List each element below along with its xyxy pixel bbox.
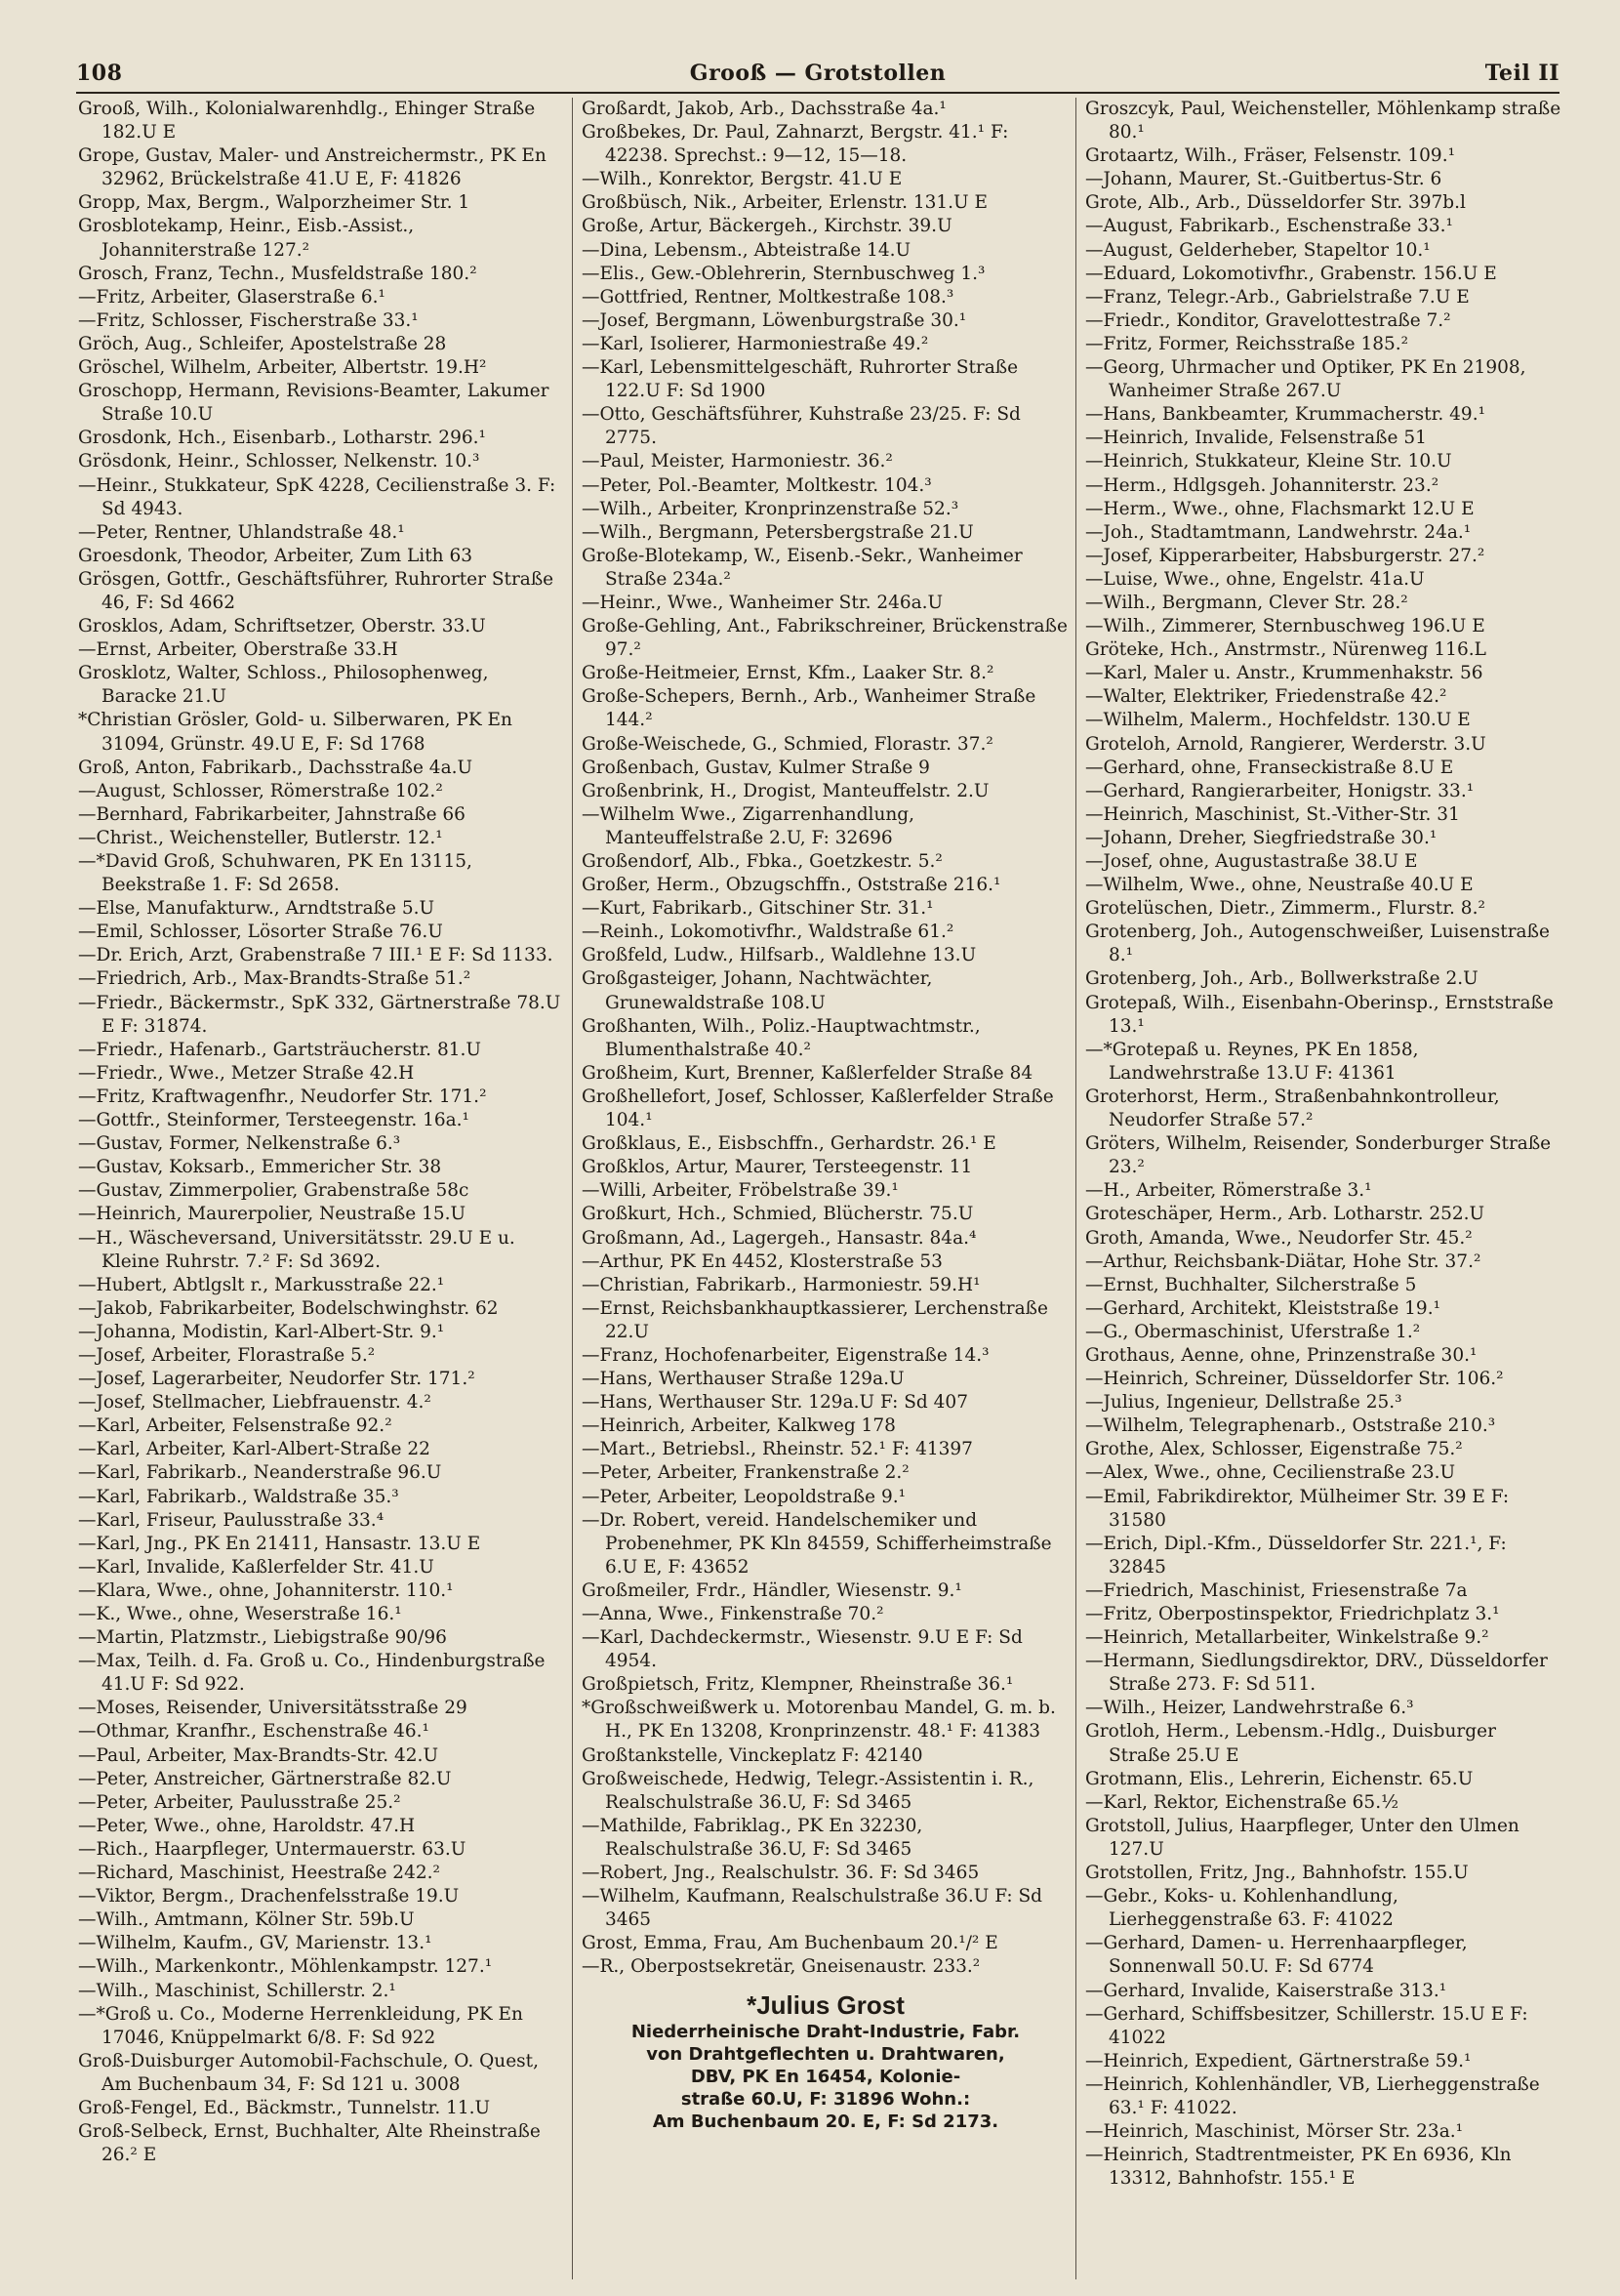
directory-entry: —Karl, Dachdeckermstr., Wiesenstr. 9.U E F: Sd 4954. (582, 1627, 1023, 1672)
directory-entry: —Josef, Kipperarbeiter, Habsburgerstr. 27.² (1085, 545, 1485, 566)
directory-entry: —Karl, Friseur, Paulusstraße 33.⁴ (78, 1509, 385, 1531)
directory-entry: —Dina, Lebensm., Abteistraße 14.U (582, 239, 911, 261)
directory-entry: Grotenberg, Joh., Arb., Bollwerkstraße 2.U (1085, 968, 1478, 990)
column-3 (1085, 98, 1563, 2284)
directory-entry: —Karl, Fabrikarb., Neanderstraße 96.U (78, 1462, 442, 1484)
directory-entry: —H., Arbeiter, Römerstraße 3.¹ (1085, 1180, 1372, 1202)
directory-entry: —Mart., Betriebsl., Rheinstr. 52.¹ F: 41397 (582, 1439, 973, 1460)
directory-entry: Gropp, Max, Bergm., Walporzheimer Str. 1 (78, 192, 470, 214)
directory-entry: —Moses, Reisender, Universitätsstraße 29 (78, 1698, 467, 1719)
directory-entry: —Ernst, Reichsbankhauptkassierer, Lerchenstraße 22.U (582, 1297, 1048, 1342)
directory-entry: —Gerhard, ohne, Franseckistraße 8.U E (1085, 757, 1454, 778)
directory-entry: Großheim, Kurt, Brenner, Kaßlerfelder Straße 84 (582, 1062, 1033, 1084)
directory-entry: Grosblotekamp, Heinr., Eisb.-Assist., Johanniterstraße 127.² (78, 216, 415, 261)
directory-entry: —Gerhard, Damen- u. Herrenhaarpfleger, Sonnenwall 50.U. F: Sd 6774 (1085, 1933, 1468, 1978)
directory-entry: Großenbrink, H., Drogist, Manteuffelstr. 2.U (582, 780, 990, 801)
directory-entry: —Wilh., Maschinist, Schillerstr. 2.¹ (78, 1980, 396, 2001)
directory-entry: Großfeld, Ludw., Hilfsarb., Waldlehne 13.U (582, 945, 977, 966)
directory-entry: Grosklos, Adam, Schriftsetzer, Oberstr. 33.U (78, 616, 486, 637)
advertisement-julius-grost (582, 1989, 1070, 2133)
directory-entry: Großhanten, Wilh., Poliz.-Hauptwachtmstr., Blumenthalstraße 40.² (582, 1015, 981, 1060)
directory-entry: Großkurt, Hch., Schmied, Blücherstr. 75.U (582, 1204, 974, 1225)
directory-entry: —Karl, Rektor, Eichenstraße 65.½ (1085, 1791, 1399, 1813)
directory-entry: —Elis., Gew.-Oblehrerin, Sternbuschweg 1.³ (582, 263, 986, 284)
directory-entry: —Friedr., Wwe., Metzer Straße 42.H (78, 1062, 415, 1084)
directory-entry: Grote, Alb., Arb., Düsseldorfer Str. 397b.l (1085, 192, 1466, 214)
directory-entry: —Gottfried, Rentner, Moltkestraße 108.³ (582, 286, 954, 308)
ad-line: von Drahtgeflechten u. Drahtwaren, (646, 2043, 1005, 2065)
directory-entry: Groesdonk, Theodor, Arbeiter, Zum Lith 63 (78, 545, 472, 566)
header-rule (76, 92, 1559, 94)
directory-entry: *Christian Grösler, Gold- u. Silberwaren, PK En 31094, Grünstr. 49.U E, F: Sd 1768 (78, 710, 512, 755)
directory-entry: —Wilhelm, Telegraphenarb., Oststraße 210.³ (1085, 1415, 1496, 1437)
directory-entry: Grotepaß, Wilh., Eisenbahn-Oberinsp., Ernststraße 13.¹ (1085, 992, 1554, 1037)
directory-entry: —Karl, Fabrikarb., Waldstraße 35.³ (78, 1486, 399, 1507)
directory-entry: —Gottfr., Steinformer, Tersteegenstr. 16a.¹ (78, 1110, 469, 1131)
directory-entry: —Hermann, Siedlungsdirektor, DRV., Düsseldorfer Straße 273. F: Sd 511. (1085, 1651, 1548, 1696)
directory-entry: —Kurt, Fabrikarb., Gitschiner Str. 31.¹ (582, 898, 934, 920)
directory-entry: Großardt, Jakob, Arb., Dachsstraße 4a.¹ (582, 99, 947, 119)
directory-entry: Grotmann, Elis., Lehrerin, Eichenstr. 65.U (1085, 1768, 1474, 1789)
directory-entry: —Heinrich, Schreiner, Düsseldorfer Str. 106.² (1085, 1369, 1504, 1390)
directory-entry: —Jakob, Fabrikarbeiter, Bodelschwinghstr. 62 (78, 1297, 499, 1319)
directory-entry: Grotelüschen, Dietr., Zimmerm., Flurstr. 8.² (1085, 898, 1485, 920)
directory-entry: —Wilhelm, Kaufmann, Realschulstraße 36.U F: Sd 3465 (582, 1886, 1042, 1931)
directory-entry: —R., Oberpostsekretär, Gneisenaustr. 233.² (582, 1956, 981, 1978)
directory-entry: Groteloh, Arnold, Rangierer, Werderstr. 3.U (1085, 733, 1486, 755)
column-divider (1075, 98, 1076, 2279)
directory-entry: —Wilh., Arbeiter, Kronprinzenstraße 52.³ (582, 498, 959, 519)
directory-entry: —Richard, Maschinist, Heestraße 242.² (78, 1863, 440, 1884)
directory-entry: Großhellefort, Josef, Schlosser, Kaßlerfelder Straße 104.¹ (582, 1086, 1054, 1131)
directory-entry: Großgasteiger, Johann, Nachtwächter, Grunewaldstraße 108.U (582, 968, 933, 1013)
directory-entry: Große-Schepers, Bernh., Arb., Wanheimer Straße 144.² (582, 686, 1036, 731)
directory-entry: —Wilhelm Wwe., Zigarrenhandlung, Manteuffelstraße 2.U, F: 32696 (582, 803, 915, 848)
directory-entry: —Heinrich, Arbeiter, Kalkweg 178 (582, 1415, 896, 1437)
directory-entry: Grosdonk, Hch., Eisenbarb., Lotharstr. 296.¹ (78, 428, 486, 449)
directory-entry: Großmann, Ad., Lagergeh., Hansastr. 84a.⁴ (582, 1227, 977, 1249)
directory-entry: Großer, Herm., Obzugschffn., Oststraße 216.¹ (582, 875, 1001, 896)
directory-entry: —Karl, Arbeiter, Felsenstraße 92.² (78, 1415, 392, 1437)
ad-line: Niederrheinische Draht-Industrie, Fabr. (630, 2021, 1021, 2042)
directory-entry: —Emil, Fabrikdirektor, Mülheimer Str. 39 E F: 31580 (1085, 1486, 1510, 1531)
part-label: Teil II (1484, 61, 1559, 86)
directory-entry: —Gustav, Former, Nelkenstraße 6.³ (78, 1133, 401, 1155)
directory-entry: —Fritz, Former, Reichsstraße 185.² (1085, 333, 1409, 354)
directory-entry: Großklaus, E., Eisbschffn., Gerhardstr. 26.¹ E (582, 1133, 996, 1155)
directory-entry: —Heinrich, Metallarbeiter, Winkelstraße 9.² (1085, 1627, 1489, 1649)
directory-entry: Grotstollen, Fritz, Jng., Bahnhofstr. 155.U (1085, 1863, 1469, 1884)
directory-entry: —Friedr., Bäckermstr., SpK 332, Gärtnerstraße 78.U E F: 31874. (78, 992, 561, 1037)
directory-entry: —Dr. Erich, Arzt, Grabenstraße 7 III.¹ E F: Sd 1133. (78, 945, 553, 966)
page-title: Grooß — Grotstollen (689, 61, 947, 86)
directory-entry: —August, Schlosser, Römerstraße 102.² (78, 780, 443, 801)
directory-entry: —Josef, Lagerarbeiter, Neudorfer Str. 171.² (78, 1369, 475, 1390)
directory-entry: —Johanna, Modistin, Karl-Albert-Str. 9.¹ (78, 1321, 445, 1342)
directory-entry: Grosklotz, Walter, Schloss., Philosophenweg, Baracke 21.U (78, 663, 489, 708)
directory-entry: Groß-Selbeck, Ernst, Buchhalter, Alte Rheinstraße 26.² E (78, 2121, 541, 2166)
directory-entry: Große-Weischede, G., Schmied, Florastr. 37.² (582, 733, 993, 755)
directory-entry: —Friedr., Hafenarb., Gartsträucherstr. 81.U (78, 1039, 481, 1060)
directory-entry: Großklos, Artur, Maurer, Tersteegenstr. 11 (582, 1157, 973, 1178)
column-divider (572, 98, 573, 2279)
ad-line: DBV, PK En 16454, Kolonie- (690, 2066, 961, 2087)
directory-entry: Groß-Fengel, Ed., Bäckmstr., Tunnelstr. 11.U (78, 2097, 491, 2118)
directory-entry: —Heinrich, Maschinist, St.-Vither-Str. 31 (1085, 803, 1460, 825)
directory-entry: —Friedrich, Maschinist, Friesenstraße 7a (1085, 1579, 1468, 1601)
directory-entry: —Wilh., Heizer, Landwehrstraße 6.³ (1085, 1698, 1414, 1719)
directory-entry: —Gerhard, Invalide, Kaiserstraße 313.¹ (1085, 1980, 1447, 2001)
directory-entry: Groß, Anton, Fabrikarb., Dachsstraße 4a.U (78, 757, 473, 778)
directory-entry: Groth, Amanda, Wwe., Neudorfer Str. 45.² (1085, 1227, 1473, 1249)
directory-entry: Großweischede, Hedwig, Telegr.-Assistentin i. R., Realschulstraße 36.U, F: Sd 3465 (582, 1768, 1034, 1813)
directory-entry: —Luise, Wwe., ohne, Engelstr. 41a.U (1085, 568, 1425, 590)
directory-entry: —Fritz, Oberpostinspektor, Friedrichplatz 3.¹ (1085, 1604, 1500, 1624)
directory-entry: —Heinrich, Kohlenhändler, VB, Lierheggenstraße 63.¹ F: 41022. (1085, 2073, 1540, 2118)
directory-entry: —Hans, Werthauser Straße 129a.U (582, 1369, 905, 1390)
column-2-entries (582, 98, 1070, 1980)
directory-entry: Grope, Gustav, Maler- und Anstreichermstr., PK En 32962, Brückelstraße 41.U E, F: 41826 (78, 145, 547, 190)
column-2 (582, 98, 1070, 2284)
directory-entry: Gröteke, Hch., Anstrmstr., Nürenweg 116.L (1085, 639, 1486, 661)
directory-entry: —Franz, Hochofenarbeiter, Eigenstraße 14.³ (582, 1344, 990, 1366)
directory-entry: —H., Wäscheversand, Universitätsstr. 29.U E u. Kleine Ruhrstr. 7.² F: Sd 3692. (78, 1227, 515, 1272)
directory-entry: —Emil, Schlosser, Lösorter Straße 76.U (78, 922, 443, 943)
directory-entry: —Eduard, Lokomotivfhr., Grabenstr. 156.U E (1085, 263, 1497, 284)
directory-entry: —Othmar, Kranfhr., Eschenstraße 46.¹ (78, 1721, 429, 1742)
directory-entry: —Christ., Weichensteller, Butlerstr. 12.¹ (78, 827, 443, 848)
directory-entry: —Reinh., Lokomotivfhr., Waldstraße 61.² (582, 922, 954, 943)
directory-entry: —Wilh., Konrektor, Bergstr. 41.U E (582, 169, 903, 190)
directory-entry: —Georg, Uhrmacher und Optiker, PK En 21908, Wanheimer Straße 267.U (1085, 357, 1526, 402)
directory-entry: —Dr. Robert, vereid. Handelschemiker und Probenehmer, PK Kln 84559, Schifferheimstraße 6.U E, F: 43652 (582, 1509, 1052, 1578)
directory-entry: —Wilhelm, Kaufm., GV, Marienstr. 13.¹ (78, 1933, 432, 1954)
directory-entry: —Josef, Stellmacher, Liebfrauenstr. 4.² (78, 1392, 431, 1414)
directory-entry: Grooß, Wilh., Kolonialwarenhdlg., Ehinger Straße 182.U E (78, 99, 536, 144)
directory-entry: —Anna, Wwe., Finkenstraße 70.² (582, 1604, 884, 1624)
directory-entry: Gröschel, Wilhelm, Arbeiter, Albertstr. 19.H² (78, 357, 487, 379)
directory-entry: —Peter, Rentner, Uhlandstraße 48.¹ (78, 521, 405, 543)
directory-entry: —*Groß u. Co., Moderne Herrenkleidung, PK En 17046, Knüppelmarkt 6/8. F: Sd 922 (78, 2003, 523, 2048)
directory-entry: —Heinrich, Stukkateur, Kleine Str. 10.U (1085, 451, 1452, 472)
directory-entry: —Peter, Arbeiter, Paulusstraße 25.² (78, 1791, 401, 1813)
directory-entry: —Fritz, Kraftwagenfhr., Neudorfer Str. 171.² (78, 1086, 487, 1107)
directory-entry: Groszcyk, Paul, Weichensteller, Möhlenkamp straße 80.¹ (1085, 99, 1561, 144)
directory-entry: —Josef, ohne, Augustastraße 38.U E (1085, 851, 1418, 872)
directory-entry: —Viktor, Bergm., Drachenfelsstraße 19.U (78, 1886, 460, 1907)
directory-entry: Grost, Emma, Frau, Am Buchenbaum 20.¹/² E (582, 1933, 998, 1954)
directory-entry: —*David Groß, Schuhwaren, PK En 13115, Beekstraße 1. F: Sd 2658. (78, 851, 472, 896)
directory-entry: —Martin, Platzmstr., Liebigstraße 90/96 (78, 1627, 447, 1649)
directory-entry: —Peter, Arbeiter, Leopoldstraße 9.¹ (582, 1486, 907, 1507)
directory-entry: Großenbach, Gustav, Kulmer Straße 9 (582, 757, 930, 778)
directory-entry: —Gerhard, Rangierarbeiter, Honigstr. 33.¹ (1085, 780, 1475, 801)
directory-entry: —Bernhard, Fabrikarbeiter, Jahnstraße 66 (78, 803, 466, 825)
directory-entry: —Wilhelm, Malerm., Hochfeldstr. 130.U E (1085, 710, 1471, 731)
directory-entry: —G., Obermaschinist, Uferstraße 1.² (1085, 1321, 1421, 1342)
directory-entry: —Fritz, Schlosser, Fischerstraße 33.¹ (78, 309, 419, 331)
ad-line: Am Buchenbaum 20. E, F: Sd 2173. (652, 2111, 999, 2132)
directory-entry: —Josef, Bergmann, Löwenburgstraße 30.¹ (582, 309, 967, 331)
directory-entry: —Willi, Arbeiter, Fröbelstraße 39.¹ (582, 1180, 899, 1202)
ad-line: straße 60.U, F: 31896 Wohn.: (680, 2088, 971, 2110)
directory-entry: Gröters, Wilhelm, Reisender, Sonderburger Straße 23.² (1085, 1133, 1552, 1178)
directory-entry: —Peter, Wwe., ohne, Haroldstr. 47.H (78, 1815, 416, 1836)
directory-entry: Grotstoll, Julius, Haarpfleger, Unter den Ulmen 127.U (1085, 1815, 1519, 1860)
directory-entry: —Peter, Arbeiter, Frankenstraße 2.² (582, 1462, 910, 1484)
directory-entry: —Gustav, Koksarb., Emmericher Str. 38 (78, 1157, 442, 1178)
directory-entry: —Karl, Jng., PK En 21411, Hansastr. 13.U E (78, 1533, 481, 1554)
directory-entry: —Ernst, Buchhalter, Silcherstraße 5 (1085, 1274, 1417, 1295)
directory-entry: —Heinr., Stukkateur, SpK 4228, Cecilienstraße 3. F: Sd 4943. (78, 474, 556, 519)
directory-entry: —Karl, Isolierer, Harmoniestraße 49.² (582, 333, 929, 354)
directory-entry: Großendorf, Alb., Fbka., Goetzkestr. 5.² (582, 851, 943, 872)
directory-entry: Groschopp, Hermann, Revisions-Beamter, Lakumer Straße 10.U (78, 381, 549, 426)
directory-entry: Großpietsch, Fritz, Klempner, Rheinstraße 36.¹ (582, 1674, 1014, 1696)
directory-entry: —Johann, Dreher, Siegfriedstraße 30.¹ (1085, 827, 1438, 848)
directory-entry: —Otto, Geschäftsführer, Kuhstraße 23/25. F: Sd 2775. (582, 404, 1021, 449)
directory-entry: —*Grotepaß u. Reynes, PK En 1858, Landwehrstraße 13.U F: 41361 (1085, 1039, 1419, 1084)
directory-entry: —Heinr., Wwe., Wanheimer Str. 246a.U (582, 592, 944, 613)
directory-entry: —Gustav, Zimmerpolier, Grabenstraße 58c (78, 1180, 469, 1202)
directory-entry: —Fritz, Arbeiter, Glaserstraße 6.¹ (78, 286, 385, 308)
directory-entry: —Wilh., Markenkontr., Möhlenkampstr. 127.¹ (78, 1956, 493, 1978)
directory-entry: —Wilhelm, Wwe., ohne, Neustraße 40.U E (1085, 875, 1474, 896)
directory-entry: —Herm., Wwe., ohne, Flachsmarkt 12.U E (1085, 498, 1475, 519)
directory-entry: —Josef, Arbeiter, Florastraße 5.² (78, 1344, 376, 1366)
ad-company-name: *Julius Grost (747, 1989, 905, 2020)
directory-entry: —Peter, Anstreicher, Gärtnerstraße 82.U (78, 1768, 452, 1789)
directory-entry: —Paul, Meister, Harmoniestr. 36.² (582, 451, 893, 472)
directory-entry: —August, Gelderheber, Stapeltor 10.¹ (1085, 239, 1431, 261)
directory-entry: —Johann, Maurer, St.-Guitbertus-Str. 6 (1085, 169, 1442, 190)
column-1 (78, 98, 566, 2284)
directory-entry: —Hans, Werthauser Str. 129a.U F: Sd 407 (582, 1392, 968, 1414)
directory-entry: —Peter, Pol.-Beamter, Moltkestr. 104.³ (582, 474, 932, 496)
directory-entry: —Heinrich, Stadtrentmeister, PK En 6936, Kln 13312, Bahnhofstr. 155.¹ E (1085, 2145, 1512, 2190)
directory-entry: —Paul, Arbeiter, Max-Brandts-Str. 42.U (78, 1744, 439, 1766)
directory-entry: —Franz, Telegr.-Arb., Gabrielstraße 7.U E (1085, 286, 1470, 308)
directory-entry: Groterhorst, Herm., Straßenbahnkontrolleur, Neudorfer Straße 57.² (1085, 1086, 1500, 1131)
directory-entry: Großmeiler, Frdr., Händler, Wiesenstr. 9.¹ (582, 1579, 962, 1601)
directory-entry: —Gebr., Koks- u. Kohlenhandlung, Lierheggenstraße 63. F: 41022 (1085, 1886, 1398, 1931)
directory-entry: —K., Wwe., ohne, Weserstraße 16.¹ (78, 1604, 402, 1624)
directory-entry: —Klara, Wwe., ohne, Johanniterstr. 110.¹ (78, 1579, 454, 1601)
directory-entry: Grothaus, Aenne, ohne, Prinzenstraße 30.¹ (1085, 1344, 1478, 1366)
directory-entry: —Max, Teilh. d. Fa. Groß u. Co., Hindenburgstraße 41.U F: Sd 922. (78, 1651, 546, 1696)
directory-entry: —August, Fabrikarb., Eschenstraße 33.¹ (1085, 216, 1453, 237)
directory-entry: —Wilh., Bergmann, Petersbergstraße 21.U (582, 521, 974, 543)
directory-entry: —Karl, Lebensmittelgeschäft, Ruhrorter Straße 122.U F: Sd 1900 (582, 357, 1019, 402)
directory-entry: Große-Gehling, Ant., Fabrikschreiner, Brückenstraße 97.² (582, 616, 1068, 661)
directory-entry: Grosch, Franz, Techn., Musfeldstraße 180.² (78, 263, 477, 284)
directory-entry: Grotenberg, Joh., Autogenschweißer, Luisenstraße 8.¹ (1085, 922, 1550, 966)
directory-entry: —Walter, Elektriker, Friedenstraße 42.² (1085, 686, 1447, 708)
directory-entry: Große-Heitmeier, Ernst, Kfm., Laaker Str. 8.² (582, 663, 994, 684)
directory-entry: Groteschäper, Herm., Arb. Lotharstr. 252.U (1085, 1204, 1485, 1225)
directory-entry: —Herm., Hdlgsgeh. Johanniterstr. 23.² (1085, 474, 1439, 496)
directory-entry: —Karl, Maler u. Anstr., Krummenhakstr. 56 (1085, 663, 1483, 684)
directory-entry: —Hans, Bankbeamter, Krummacherstr. 49.¹ (1085, 404, 1485, 426)
directory-entry: —Wilh., Amtmann, Kölner Str. 59b.U (78, 1909, 415, 1931)
directory-entry: Gröch, Aug., Schleifer, Apostelstraße 28 (78, 333, 447, 354)
directory-entry: Groß-Duisburger Automobil-Fachschule, O. Quest, Am Buchenbaum 34, F: Sd 121 u. 3008 (78, 2050, 539, 2095)
directory-entry: —Arthur, Reichsbank-Diätar, Hohe Str. 37.² (1085, 1250, 1481, 1272)
directory-entry: Großbekes, Dr. Paul, Zahnarzt, Bergstr. 41.¹ F: 42238. Sprechst.: 9—12, 15—18. (582, 122, 1009, 167)
directory-entry: —Hubert, Abtlgslt r., Markusstraße 22.¹ (78, 1274, 445, 1295)
directory-entry: —Heinrich, Maschinist, Mörser Str. 23a.¹ (1085, 2121, 1464, 2143)
page-number: 108 (76, 61, 123, 86)
directory-entry: —Friedrich, Arb., Max-Brandts-Straße 51.² (78, 968, 471, 990)
directory-entry: —Alex, Wwe., ohne, Cecilienstraße 23.U (1085, 1462, 1456, 1484)
directory-entry: —Ernst, Arbeiter, Oberstraße 33.H (78, 639, 398, 661)
directory-entry: —Gerhard, Architekt, Kleiststraße 19.¹ (1085, 1297, 1441, 1319)
directory-entry: —Heinrich, Maurerpolier, Neustraße 15.U (78, 1204, 466, 1225)
directory-entry: —Karl, Invalide, Kaßlerfelder Str. 41.U (78, 1556, 434, 1578)
directory-entry: Grotaartz, Wilh., Fräser, Felsenstr. 109.¹ (1085, 145, 1455, 167)
directory-entry: —Wilh., Bergmann, Clever Str. 28.² (1085, 592, 1408, 613)
directory-entry: —Heinrich, Invalide, Felsenstraße 51 (1085, 428, 1427, 449)
directory-entry: —Arthur, PK En 4452, Klosterstraße 53 (582, 1250, 943, 1272)
directory-entry: —Mathilde, Fabriklag., PK En 32230, Realschulstraße 36.U, F: Sd 3465 (582, 1815, 923, 1860)
directory-entry: Großtankstelle, Vinckeplatz F: 42140 (582, 1744, 923, 1766)
directory-entry: —Erich, Dipl.-Kfm., Düsseldorfer Str. 221.¹, F: 32845 (1085, 1533, 1507, 1578)
directory-entry: —Gerhard, Schiffsbesitzer, Schillerstr. 15.U E F: 41022 (1085, 2003, 1528, 2048)
directory-entry: Große, Artur, Bäckergeh., Kirchstr. 39.U (582, 216, 952, 237)
directory-entry: Grotloh, Herm., Lebensm.-Hdlg., Duisburger Straße 25.U E (1085, 1721, 1496, 1766)
directory-entry: Großbüsch, Nik., Arbeiter, Erlenstr. 131.U E (582, 192, 989, 214)
directory-entry: Grothe, Alex, Schlosser, Eigenstraße 75.² (1085, 1439, 1463, 1460)
directory-entry: —Joh., Stadtamtmann, Landwehrstr. 24a.¹ (1085, 521, 1472, 543)
directory-entry: —Rich., Haarpfleger, Untermauerstr. 63.U (78, 1838, 466, 1860)
directory-entry: —Else, Manufakturw., Arndtstraße 5.U (78, 898, 435, 920)
page-header (76, 59, 1559, 92)
directory-entry: Große-Blotekamp, W., Eisenb.-Sekr., Wanheimer Straße 234a.² (582, 545, 1023, 590)
directory-entry: —Wilh., Zimmerer, Sternbuschweg 196.U E (1085, 616, 1485, 637)
directory-entry: —Julius, Ingenieur, Dellstraße 25.³ (1085, 1392, 1402, 1414)
directory-entry: Grösgen, Gottfr., Geschäftsführer, Ruhrorter Straße 46, F: Sd 4662 (78, 568, 554, 613)
directory-entry: *Großschweißwerk u. Motorenbau Mandel, G. m. b. H., PK En 13208, Kronprinzenstr. 48.¹ F: 41383 (582, 1698, 1056, 1742)
directory-entry: —Christian, Fabrikarb., Harmoniestr. 59.H¹ (582, 1274, 981, 1295)
directory-entry: —Heinrich, Expedient, Gärtnerstraße 59.¹ (1085, 2050, 1472, 2071)
directory-entry: —Robert, Jng., Realschulstr. 36. F: Sd 3465 (582, 1863, 980, 1884)
directory-entry: —Karl, Arbeiter, Karl-Albert-Straße 22 (78, 1439, 430, 1460)
directory-entry: —Friedr., Konditor, Gravelottestraße 7.² (1085, 309, 1451, 331)
directory-entry: Grösdonk, Heinr., Schlosser, Nelkenstr. 10.³ (78, 451, 480, 472)
